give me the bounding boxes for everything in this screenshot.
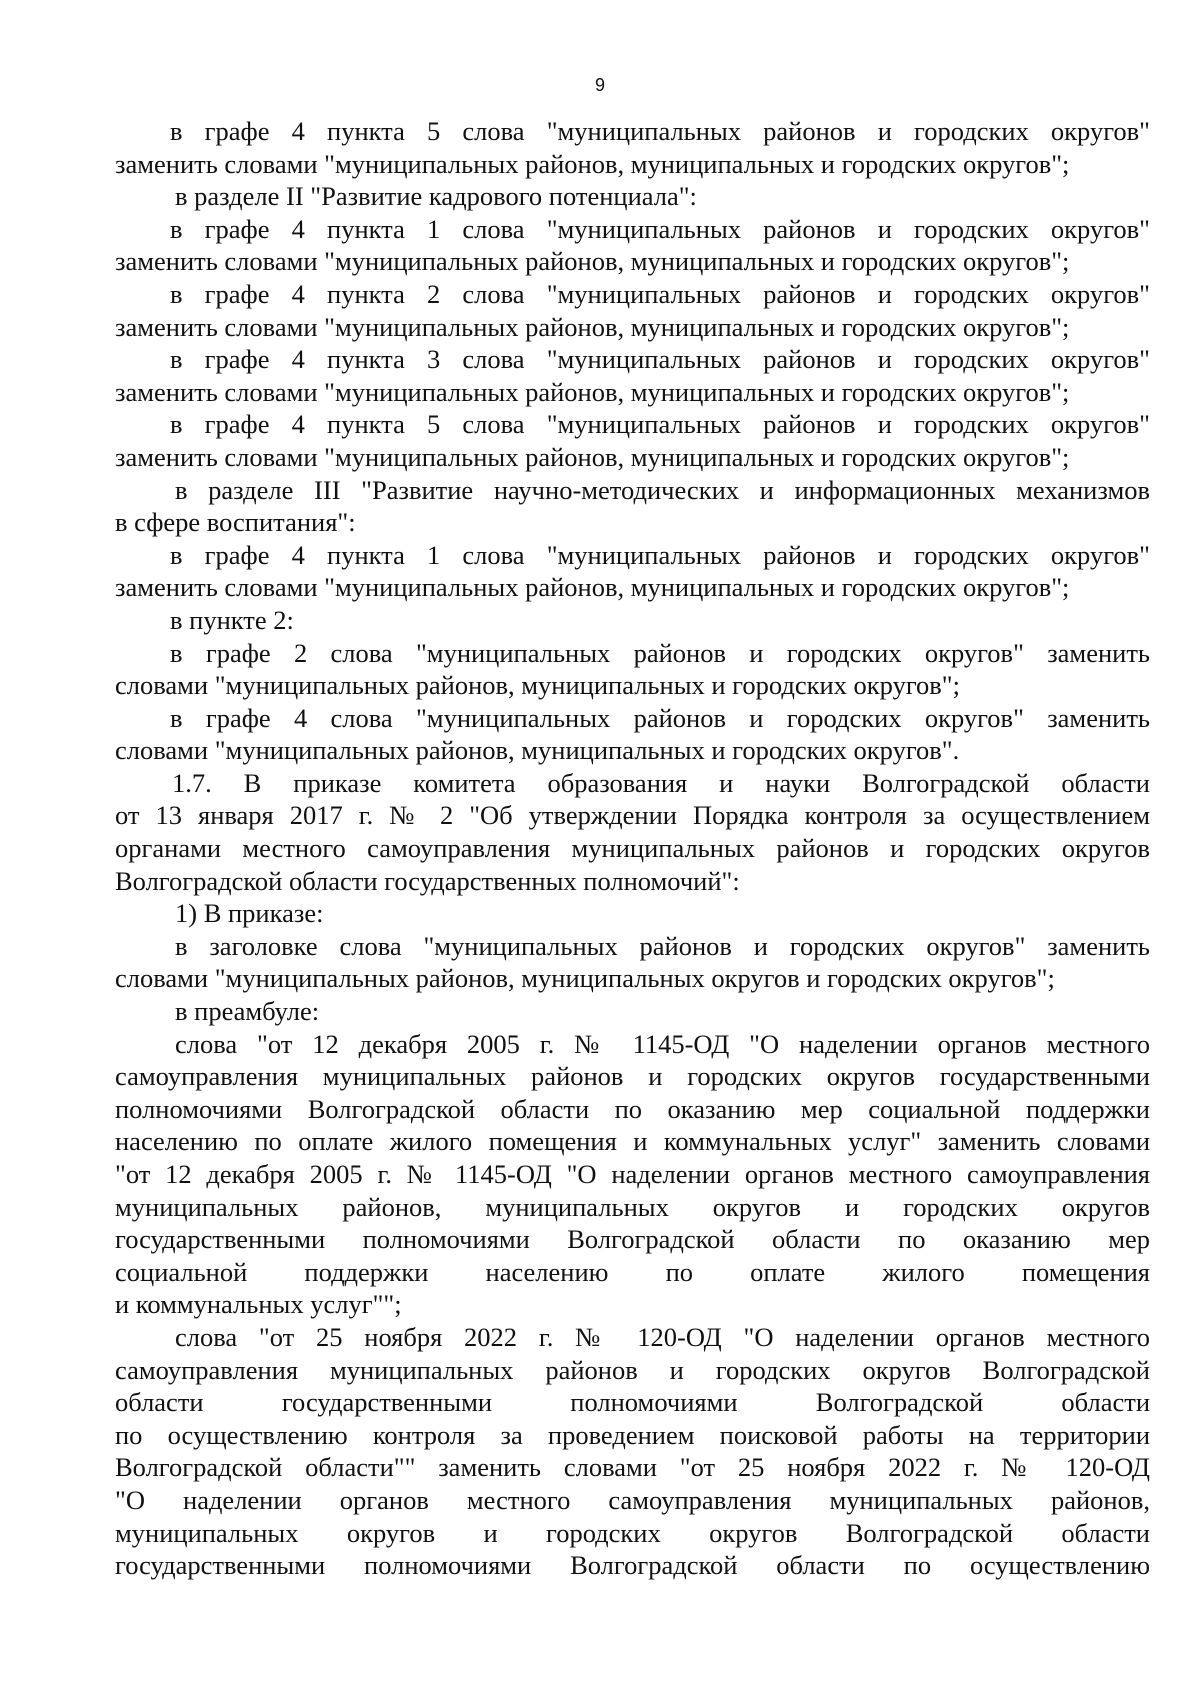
text-line: в графе 4 пункта 2 слова "муниципальных районов и городских округов" bbox=[170, 278, 1150, 309]
text-line: заменить словами "муниципальных районов, муниципальных и городских округов"; bbox=[115, 246, 1070, 277]
text-line: области государственными полномочиями Волгоградской области bbox=[115, 1387, 1150, 1418]
page-number: 9 bbox=[594, 75, 605, 95]
text-line: 1) В приказе: bbox=[175, 898, 324, 929]
text-line: заменить словами "муниципальных районов, муниципальных и городских округов"; bbox=[115, 311, 1070, 342]
text-line: "от 12 декабря 2005 г. № 1145-ОД "О наделении органов местного самоуправления bbox=[115, 1159, 1150, 1189]
text-line: в разделе II "Развитие кадрового потенциала": bbox=[175, 181, 697, 212]
text-line: "О наделении органов местного самоуправления муниципальных районов, bbox=[115, 1484, 1150, 1515]
text-line: государственными полномочиями Волгоградской области по осуществлению bbox=[115, 1550, 1150, 1581]
text-line: муниципальных округов и городских округов Волгоградской области bbox=[115, 1517, 1150, 1548]
text-line: слова "от 25 ноября 2022 г. № 120-ОД "О наделении органов местного bbox=[175, 1321, 1150, 1352]
text-line: в графе 4 пункта 1 слова "муниципальных районов и городских округов" bbox=[170, 213, 1150, 244]
text-line: в преамбуле: bbox=[175, 996, 320, 1027]
text-line: в заголовке слова "муниципальных районов и городских округов" заменить bbox=[175, 930, 1150, 961]
text-line: социальной поддержки населению по оплате жилого помещения bbox=[115, 1256, 1150, 1287]
text-line: в графе 4 пункта 5 слова "муниципальных районов и городских округов" bbox=[170, 116, 1150, 146]
text-line: в графе 4 пункта 1 слова "муниципальных районов и городских округов" bbox=[170, 539, 1150, 570]
text-line: самоуправления муниципальных районов и городских округов государственными bbox=[115, 1061, 1150, 1092]
text-line: слова "от 12 декабря 2005 г. № 1145-ОД "О наделении органов местного bbox=[175, 1028, 1150, 1059]
text-line: в разделе III "Развитие научно-методических и информационных механизмов bbox=[175, 474, 1150, 505]
text-line: в графе 4 слова "муниципальных районов и городских округов" заменить bbox=[170, 702, 1150, 733]
text-line: муниципальных районов, муниципальных округов и городских округов bbox=[115, 1191, 1150, 1222]
text-line: словами "муниципальных районов, муниципальных округов и городских округов"; bbox=[115, 963, 1055, 994]
text-line: населению по оплате жилого помещения и коммунальных услуг" заменить словами bbox=[115, 1126, 1150, 1157]
text-line: словами "муниципальных районов, муниципальных и городских округов". bbox=[115, 735, 960, 766]
document-body bbox=[115, 115, 1150, 1582]
text-line: Волгоградской области"" заменить словами "от 25 ноября 2022 г. № 120-ОД bbox=[115, 1452, 1150, 1483]
text-line: заменить словами "муниципальных районов, муниципальных и городских округов"; bbox=[115, 572, 1070, 603]
text-line: словами "муниципальных районов, муниципальных и городских округов"; bbox=[115, 670, 960, 701]
text-line: в графе 2 слова "муниципальных районов и городских округов" заменить bbox=[170, 637, 1150, 668]
text-line: в сфере воспитания": bbox=[115, 507, 356, 538]
text-line: самоуправления муниципальных районов и городских округов Волгоградской bbox=[115, 1354, 1150, 1385]
text-line: и коммунальных услуг""; bbox=[115, 1289, 402, 1320]
text-line: в графе 4 пункта 5 слова "муниципальных районов и городских округов" bbox=[170, 409, 1150, 440]
text-line: заменить словами "муниципальных районов, муниципальных и городских округов"; bbox=[115, 376, 1070, 407]
text-line: в графе 4 пункта 3 слова "муниципальных районов и городских округов" bbox=[170, 344, 1150, 375]
text-line: заменить словами "муниципальных районов, муниципальных и городских округов"; bbox=[115, 441, 1070, 472]
text-line: государственными полномочиями Волгоградской области по оказанию мер bbox=[115, 1224, 1150, 1255]
text-line: в пункте 2: bbox=[170, 604, 294, 635]
text-line: полномочиями Волгоградской области по оказанию мер социальной поддержки bbox=[115, 1093, 1150, 1124]
text-line: по осуществлению контроля за проведением поисковой работы на территории bbox=[115, 1419, 1150, 1450]
text-line: заменить словами "муниципальных районов, муниципальных и городских округов"; bbox=[115, 148, 1070, 179]
text-line: от 13 января 2017 г. № 2 "Об утверждении Порядка контроля за осуществлением bbox=[115, 800, 1150, 831]
text-line: органами местного самоуправления муниципальных районов и городских округов bbox=[115, 833, 1150, 864]
text-line: Волгоградской области государственных полномочий": bbox=[115, 865, 740, 896]
text-line: 1.7. В приказе комитета образования и науки Волгоградской области bbox=[172, 767, 1150, 798]
